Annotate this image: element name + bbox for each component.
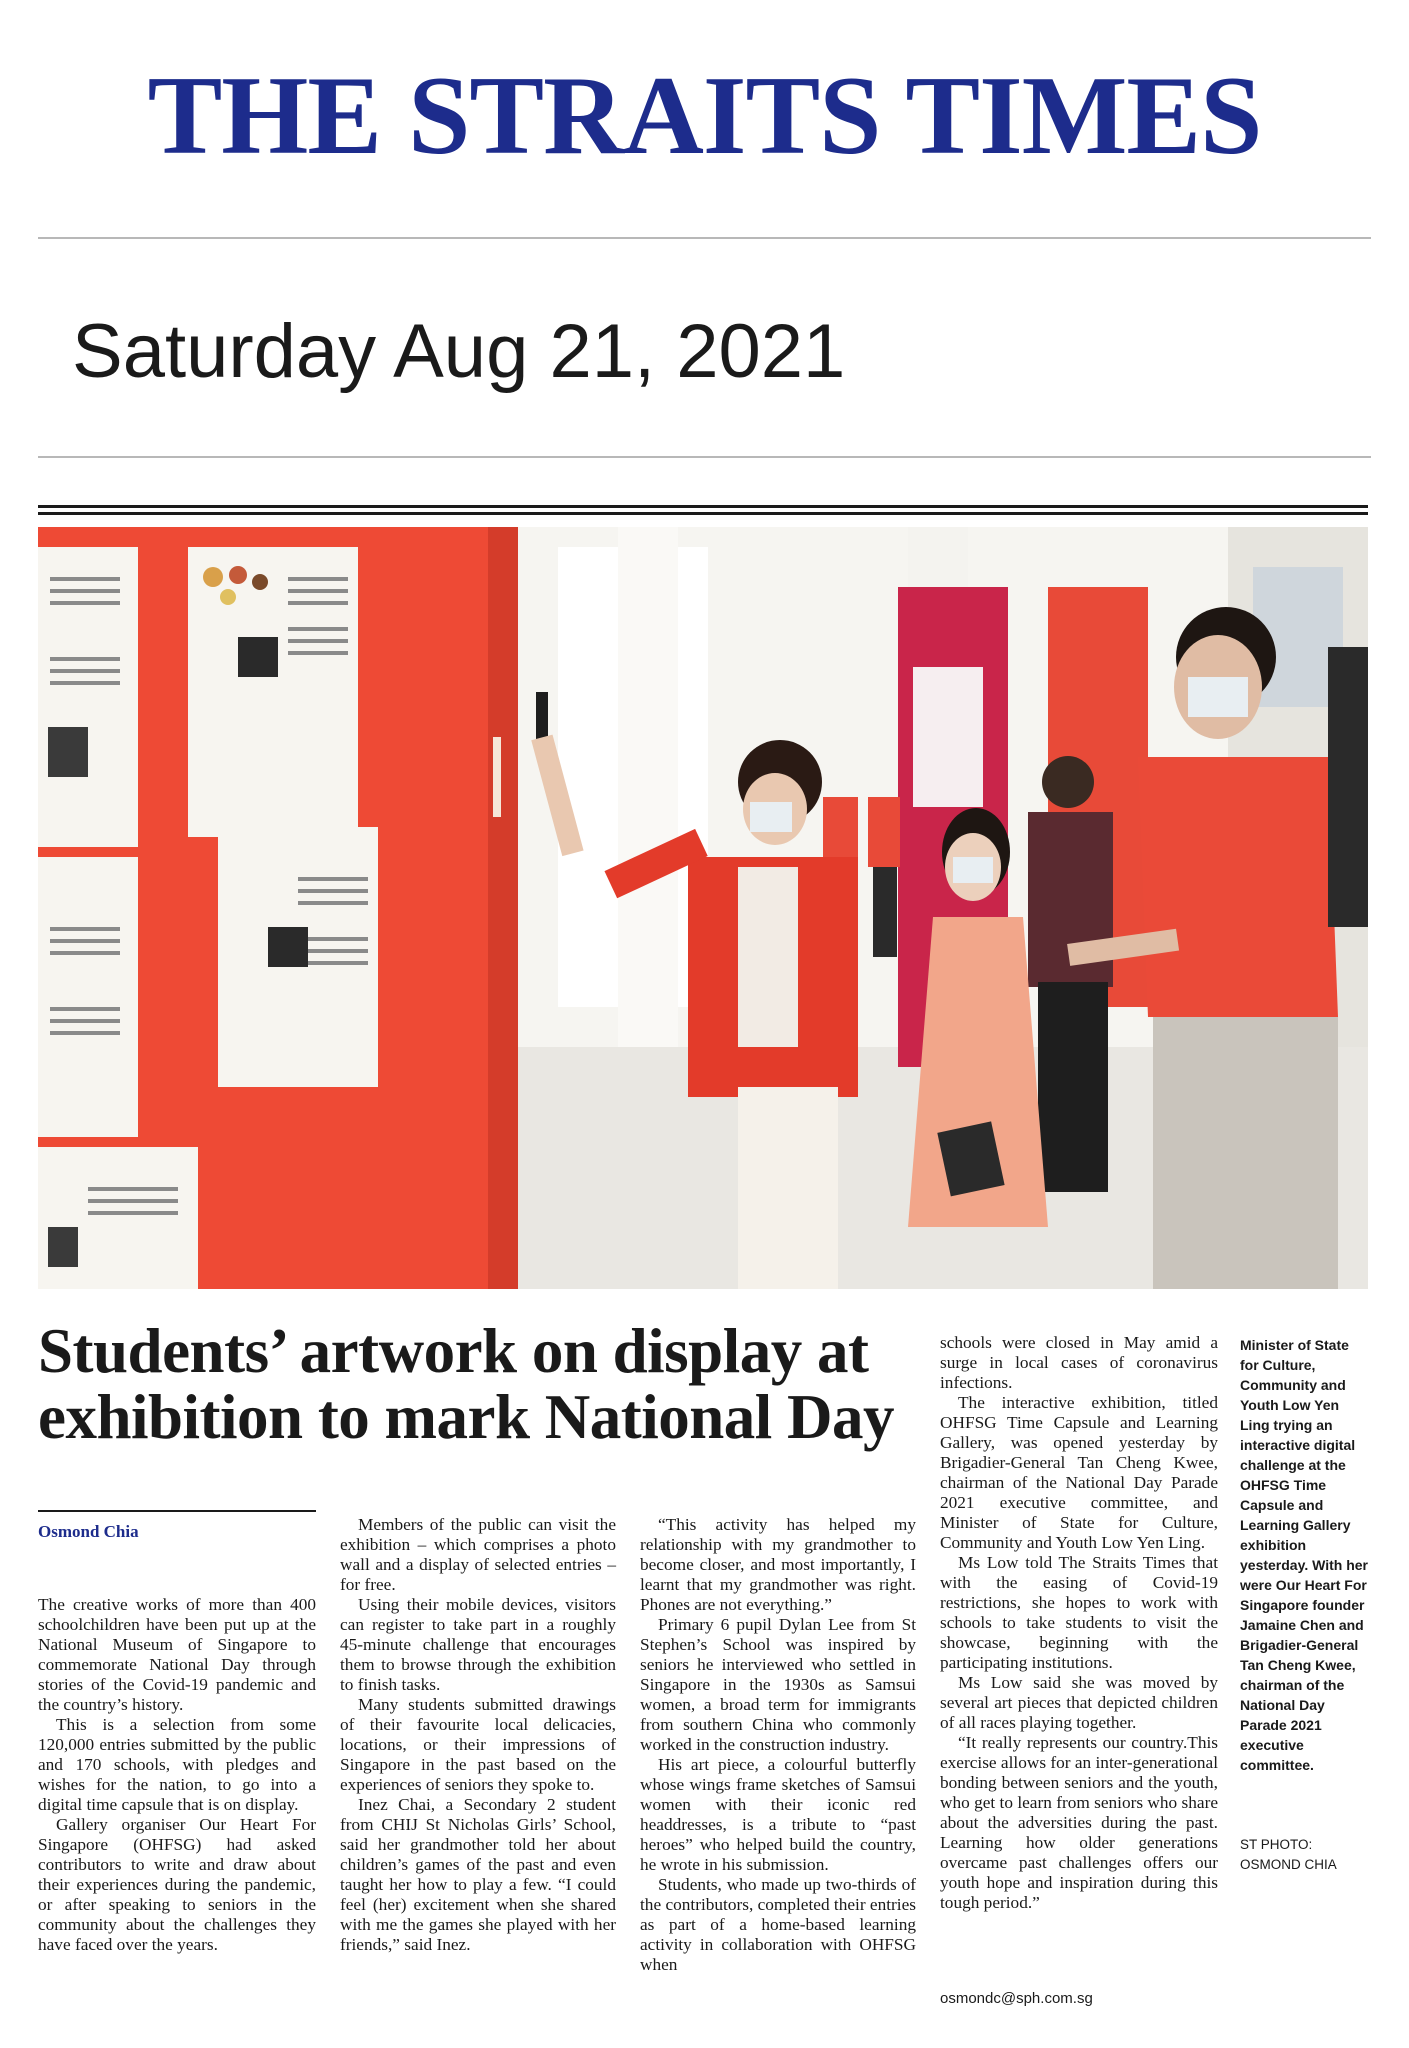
masthead-divider <box>38 237 1371 239</box>
paragraph: Using their mobile devices, visitors can register to take part in a roughly 45-minute challenge that encourages them to browse through the exhibition to finish tasks. <box>340 1595 616 1694</box>
paragraph: Ms Low said she was moved by several art pieces that depicted children of all races playing together. <box>940 1673 1218 1732</box>
article-column-2 <box>340 1515 616 1955</box>
paragraph: “It really represents our country.This exercise allows for an inter-generational bonding between seniors and the youth, who get to learn from seniors who share about the adversities during the past. Learning how older generations overcame past challenges offers our youth hope and inspiration during this tough period.” <box>940 1733 1218 1912</box>
byline-rule <box>38 1510 316 1512</box>
paragraph: The creative works of more than 400 schoolchildren have been put up at the National Museum of Singapore to commemorate National Day through stories of the Covid-19 pandemic and the country’s history. <box>38 1595 316 1714</box>
paragraph: Gallery organiser Our Heart For Singapore (OHFSG) had asked contributors to write and draw about their experiences during the pandemic, or after speaking to seniors in the community about the challenges they have faced over the years. <box>38 1815 316 1954</box>
publication-date: Saturday Aug 21, 2021 <box>72 309 846 394</box>
paragraph: Members of the public can visit the exhibition – which comprises a photo wall and a display of selected entries – for free. <box>340 1515 616 1594</box>
paragraph: Ms Low told The Straits Times that with the easing of Covid-19 restrictions, she hopes to work with schools to take students to visit the showcase, beginning with the participating institutions. <box>940 1553 1218 1672</box>
paragraph: “This activity has helped my relationship with my grandmother to become closer, and most importantly, I learnt that my grandmother was right. Phones are not everything.” <box>640 1515 916 1614</box>
paragraph: His art piece, a colourful butterfly whose wings frame sketches of Samsui women with their iconic red headdresses, is a tribute to “past heroes” who helped build the country, he wrote in his submission. <box>640 1755 916 1874</box>
article-photo <box>38 527 1368 1289</box>
article-headline: Students’ artwork on display at exhibition to mark National Day <box>38 1316 895 1452</box>
article-column-1 <box>38 1595 316 1955</box>
photo-caption: Minister of State for Culture, Community and Youth Low Yen Ling trying an interactive digital challenge at the OHFSG Time Capsule and Learning Gallery exhibition yesterday. With her were Our Heart For Singapore founder Jamaine Chen and Brigadier-General Tan Cheng Kwee, chairman of the National Day Parade 2021 executive committee. <box>1240 1337 1368 1773</box>
article-top-rule <box>38 505 1368 508</box>
article-column-4 <box>940 1333 1218 1913</box>
paragraph: Inez Chai, a Secondary 2 student from CHIJ St Nicholas Girls’ School, said her grandmother told her about children’s games of the past and even taught her how to play a few. “I could feel (her) excitement when she shared with me the games she played with her friends,” said Inez. <box>340 1795 616 1954</box>
paragraph: The interactive exhibition, titled OHFSG Time Capsule and Learning Gallery, was opened yesterday by Brigadier-General Tan Cheng Kwee, chairman of the National Day Parade 2021 executive committee, and Minister of State for Culture, Community and Youth Low Yen Ling. <box>940 1393 1218 1552</box>
date-divider <box>38 456 1371 458</box>
paragraph: Many students submitted drawings of their favourite local delicacies, locations, or their impressions of Singapore in the past based on the experiences of seniors they spoke to. <box>340 1695 616 1794</box>
byline: Osmond Chia <box>38 1522 139 1541</box>
paragraph: Primary 6 pupil Dylan Lee from St Stephen’s School was inspired by seniors he interviewed who settled in Singapore in the 1930s as Samsui women, a broad term for immigrants from southern China who commonly worked in the construction industry. <box>640 1615 916 1754</box>
paragraph: This is a selection from some 120,000 entries submitted by the public and 170 schools, with pledges and wishes for the nation, to go into a digital time capsule that is on display. <box>38 1715 316 1814</box>
paragraph: Students, who made up two-thirds of the contributors, completed their entries as part of a home-based learning activity in collaboration with OHFSG when <box>640 1875 916 1974</box>
article-column-3 <box>640 1515 916 1975</box>
paragraph: schools were closed in May amid a surge in local cases of coronavirus infections. <box>940 1333 1218 1392</box>
article-top-rule <box>38 512 1368 515</box>
photo-credit: ST PHOTO: OSMOND CHIA <box>1240 1837 1337 1872</box>
masthead-title: THE STRAITS TIMES <box>147 54 1262 178</box>
author-email[interactable]: osmondc@sph.com.sg <box>940 1990 1093 2007</box>
